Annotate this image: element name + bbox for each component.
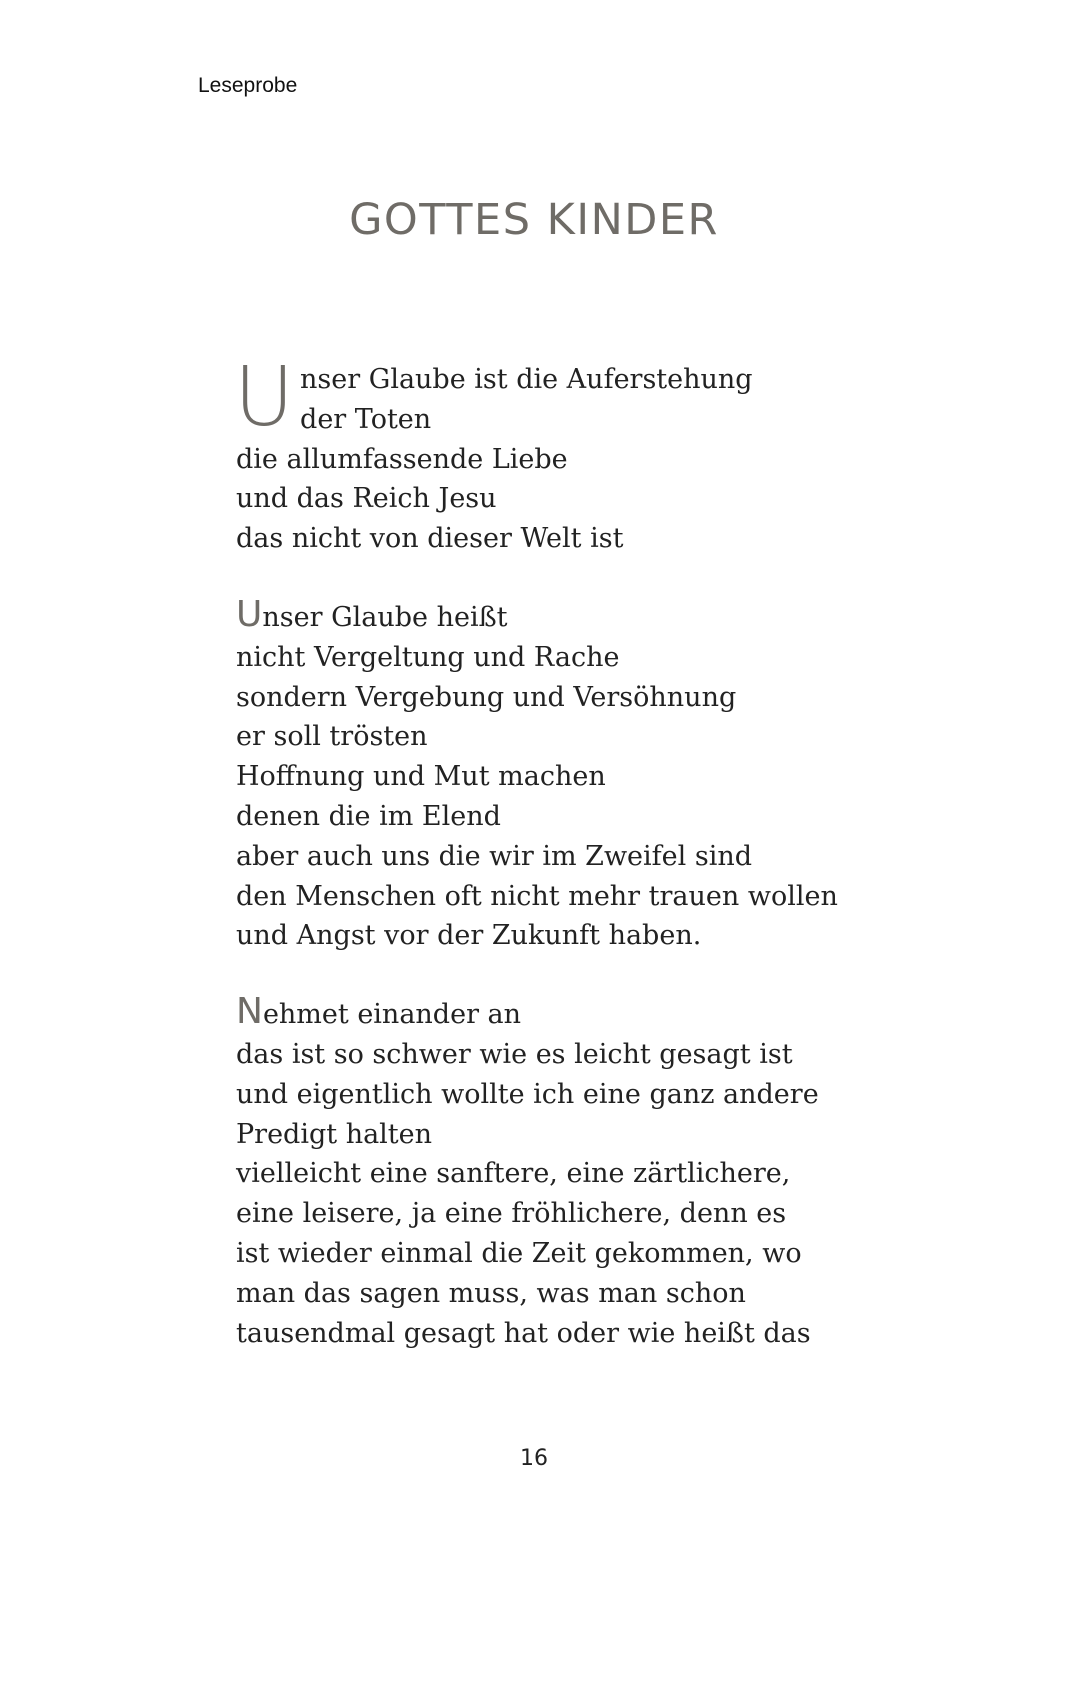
poem-line: das nicht von dieser Welt ist [236, 523, 624, 555]
stanza-3 [236, 991, 838, 1353]
stanza-initial: U [236, 593, 263, 635]
drop-cap-initial: U [234, 350, 295, 445]
poem-line: der Toten [300, 403, 432, 435]
poem-line: nser Glaube ist die Auferstehung [300, 364, 753, 395]
poem-line-text: nser Glaube heißt [262, 601, 508, 633]
poem-line: denen die im Elend [236, 800, 501, 832]
poem-line: und eigentlich wollte ich eine ganz andere [236, 1078, 819, 1110]
poem [234, 350, 838, 1353]
poem-line: sondern Vergebung und Versöhnung [236, 681, 737, 713]
poem-line: Hoffnung und Mut machen [236, 761, 606, 793]
poem-line: den Menschen oft nicht mehr trauen wollen [236, 880, 838, 912]
page-number: 16 [520, 1446, 548, 1471]
poem-line: aber auch uns die wir im Zweifel sind [236, 840, 753, 872]
poem-line-text: ehmet einander an [262, 999, 522, 1031]
poem-line [236, 593, 838, 638]
poem-line: Predigt halten [236, 1118, 433, 1150]
poem-line: ist wieder einmal die Zeit gekommen, wo [236, 1237, 802, 1269]
poem-line: die allumfassende Liebe [236, 443, 568, 475]
stanza-initial: N [236, 991, 263, 1033]
poem-line: vielleicht eine sanftere, eine zärtlichere, [236, 1158, 791, 1190]
page-title: GOTTES KINDER [349, 194, 719, 245]
poem-line: man das sagen muss, was man schon [236, 1277, 746, 1309]
stanza-1 [234, 350, 838, 559]
poem-line: eine leisere, ja eine fröhlichere, denn es [236, 1198, 787, 1230]
poem-line: er soll trösten [236, 721, 428, 753]
stanza-2 [236, 593, 838, 956]
poem-line: und das Reich Jesu [236, 483, 497, 515]
poem-line: das ist so schwer wie es leicht gesagt ist [236, 1038, 793, 1070]
poem-line: und Angst vor der Zukunft haben. [236, 920, 702, 952]
poem-line [236, 991, 838, 1035]
header-label: Leseprobe [198, 74, 298, 97]
poem-line: tausendmal gesagt hat oder wie heißt das [236, 1317, 811, 1349]
poem-line: nicht Vergeltung und Rache [236, 641, 620, 673]
